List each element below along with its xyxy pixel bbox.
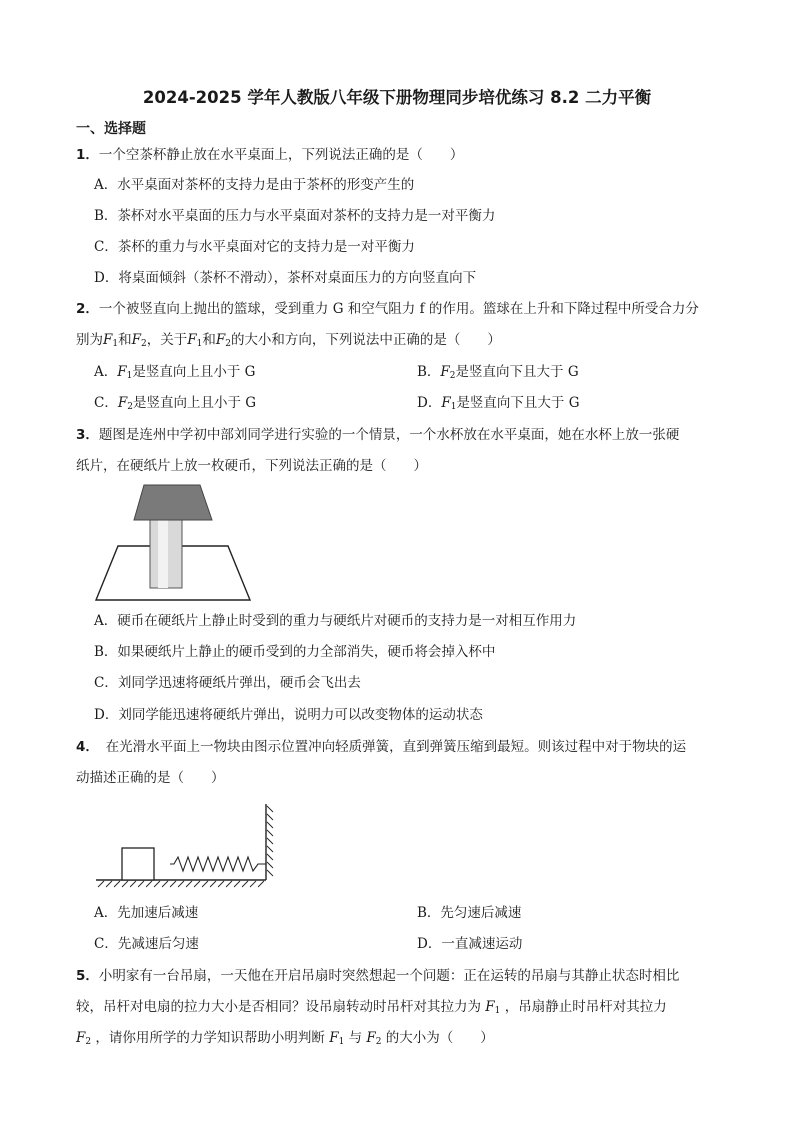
option-2d[interactable]: D．$F_1$是竖直向下且大于 G: [417, 395, 580, 412]
question-number: 5．: [76, 968, 99, 984]
question-5-line2: 较，吊杆对电扇的拉力大小是否相同？设吊扇转动时吊杆对其拉力为 $F_1$ ，吊扇静止时吊杆对其拉力: [76, 999, 667, 1016]
cup-coin-figure: [94, 484, 254, 604]
question-5-line3: $F_2$ ，请你用所学的力学知识帮助小明判断 $F_1$ 与 $F_2$ 的大小为（ ）: [76, 1030, 494, 1047]
block: [122, 848, 154, 880]
question-number: 1．: [76, 147, 99, 163]
spring: [170, 857, 266, 871]
wall-hatch: [267, 806, 273, 876]
option-3b[interactable]: B．如果硬纸片上静止的硬币受到的力全部消失，硬币将会掉入杯中: [94, 644, 496, 660]
option-1d[interactable]: D．将桌面倾斜（茶杯不滑动），茶杯对桌面压力的方向竖直向下: [94, 270, 477, 286]
question-number: 4．: [76, 739, 93, 755]
cup-highlight: [158, 520, 168, 588]
question-number: 3．: [76, 427, 99, 443]
question-stem: 一个空茶杯静止放在水平桌面上，下列说法正确的是（ ）: [98, 147, 464, 163]
question-4: [76, 737, 686, 757]
option-3d[interactable]: D．刘同学能迅速将硬纸片弹出，说明力可以改变物体的运动状态: [94, 707, 483, 723]
question-2: [76, 299, 699, 319]
option-2a[interactable]: A．$F_1$是竖直向上且小于 G: [94, 364, 256, 381]
option-2c[interactable]: C．$F_2$是竖直向上且小于 G: [94, 395, 257, 412]
question-number: 2．: [76, 301, 99, 317]
question-stem: 在光滑水平面上一物块由图示位置冲向轻质弹簧，直到弹簧压缩到最短。则该过程中对于物块的运: [92, 739, 687, 755]
option-1c[interactable]: C．茶杯的重力与水平桌面对它的支持力是一对平衡力: [94, 239, 415, 255]
card-and-coin: [134, 485, 212, 520]
question-5: [76, 966, 679, 986]
question-2-line2: 别为$F_1$和$F_2$，关于$F_1$和$F_2$的大小和方向，下列说法中正确的是（ ）: [76, 332, 501, 349]
question-3: [76, 425, 679, 445]
question-3-line2: 纸片，在硬纸片上放一枚硬币，下列说法正确的是（ ）: [76, 458, 427, 474]
option-4a[interactable]: A．先加速后减速: [94, 905, 199, 921]
option-4b[interactable]: B．先匀速后减速: [417, 905, 522, 921]
floor-hatch: [98, 881, 264, 887]
question-stem: 小明家有一台吊扇，一天他在开启吊扇时突然想起一个问题：正在运转的吊扇与其静止状态时相比: [98, 968, 680, 984]
page-title: 2024-2025 学年人教版八年级下册物理同步培优练习 8.2 二力平衡: [142, 88, 652, 107]
option-1b[interactable]: B．茶杯对水平桌面的压力与水平桌面对茶杯的支持力是一对平衡力: [94, 208, 496, 224]
option-1a[interactable]: A．水平桌面对茶杯的支持力是由于茶杯的形变产生的: [94, 177, 415, 193]
option-4d[interactable]: D．一直减速运动: [417, 936, 523, 952]
question-stem: 题图是连州中学初中部刘同学进行实验的一个情景，一个水杯放在水平桌面，她在水杯上放一张硬: [98, 427, 680, 443]
section-heading: 一、选择题: [76, 121, 146, 137]
question-4-line2: 动描述正确的是（ ）: [76, 770, 225, 786]
question-1: [76, 145, 463, 165]
option-2b[interactable]: B．$F_2$是竖直向下且大于 G: [417, 364, 579, 381]
option-3a[interactable]: A．硬币在硬纸片上静止时受到的重力与硬纸片对硬币的支持力是一对相互作用力: [94, 613, 577, 629]
option-3c[interactable]: C．刘同学迅速将硬纸片弹出，硬币会飞出去: [94, 675, 361, 691]
option-4c[interactable]: C．先减速后匀速: [94, 936, 199, 952]
spring-block-figure: [94, 800, 284, 892]
question-stem: 一个被竖直向上抛出的篮球，受到重力 G 和空气阻力 f 的作用。篮球在上升和下降过程中所受合力分: [98, 301, 699, 317]
